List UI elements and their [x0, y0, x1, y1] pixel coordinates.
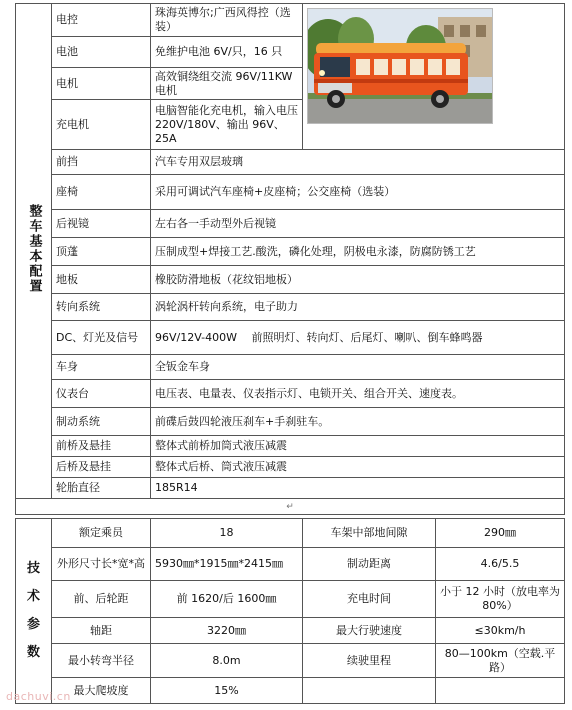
tech-value: 80—100km（空载.平路）	[436, 644, 565, 678]
config-table	[15, 3, 565, 515]
tech-title-char: 术	[26, 589, 40, 604]
row-label-mirrors: 后视镜	[52, 210, 151, 238]
row-value-ecu: 珠海英博尔;广西风得控（选装）	[151, 4, 303, 37]
config-row	[16, 210, 565, 238]
tech-row	[16, 644, 565, 678]
row-value-front-axle: 整体式前桥加筒式液压减震	[151, 436, 565, 457]
section-title: 整车基本配置	[26, 204, 42, 294]
row-value-tire: 185R14	[151, 478, 565, 499]
tech-label	[303, 678, 436, 704]
row-label-body: 车身	[52, 355, 151, 380]
tech-row	[16, 519, 565, 548]
tech-title-char: 参	[26, 617, 40, 632]
row-value-motor: 高效铜绕组交流 96V/11KW 电机	[151, 68, 303, 100]
row-label-battery: 电池	[52, 37, 151, 68]
row-value-roof: 压制成型+焊接工艺.酸洗，磷化处理，阴极电永漆，防腐防锈工艺	[151, 238, 565, 266]
row-label-windshield: 前挡	[52, 150, 151, 175]
row-value-mirrors: 左右各一手动型外后视镜	[151, 210, 565, 238]
tech-title	[16, 562, 51, 660]
row-value-body: 全钣金车身	[151, 355, 565, 380]
spacer-row	[16, 499, 565, 515]
tech-value: ≤30km/h	[436, 618, 565, 644]
bus-photo	[307, 8, 493, 124]
tech-title-cell	[16, 519, 52, 704]
tech-label: 轴距	[52, 618, 151, 644]
tech-value: 3220㎜	[151, 618, 303, 644]
config-row	[16, 436, 565, 457]
row-label-motor: 电机	[52, 68, 151, 100]
tech-label: 最大行驶速度	[303, 618, 436, 644]
tech-label: 前、后轮距	[52, 581, 151, 618]
row-label-front-axle: 前桥及悬挂	[52, 436, 151, 457]
row-label-dashboard: 仪表台	[52, 380, 151, 408]
row-value-dashboard: 电压表、电量表、仪表指示灯、电锁开关、组合开关、速度表。	[151, 380, 565, 408]
row-label-steering: 转向系统	[52, 294, 151, 321]
config-row	[16, 457, 565, 478]
tech-row	[16, 678, 565, 704]
tech-value: 15%	[151, 678, 303, 704]
row-value-floor: 橡胶防滑地板（花纹铝地板）	[151, 266, 565, 294]
row-label-roof: 顶蓬	[52, 238, 151, 266]
tech-value: 8.0m	[151, 644, 303, 678]
bus-photo-cell	[303, 4, 565, 150]
row-label-rear-axle: 后桥及悬挂	[52, 457, 151, 478]
row-label-ecu: 电控	[52, 4, 151, 37]
tech-value: 4.6/5.5	[436, 548, 565, 581]
config-row	[16, 266, 565, 294]
tech-table	[15, 518, 565, 704]
sightseeing-bus-image	[308, 9, 492, 123]
tech-value: 小于 12 小时（放电率为 80%）	[436, 581, 565, 618]
tech-label: 额定乘员	[52, 519, 151, 548]
tech-value	[436, 678, 565, 704]
tech-label: 最大爬坡度	[52, 678, 151, 704]
row-value-brakes: 前碟后鼓四轮液压刹车+手刹驻车。	[151, 408, 565, 436]
row-label-brakes: 制动系统	[52, 408, 151, 436]
tech-row	[16, 581, 565, 618]
row-value-charger: 电脑智能化充电机，输入电压 220V/180V、输出 96V、25A	[151, 100, 303, 150]
config-row	[16, 321, 565, 355]
row-value-battery: 免维护电池 6V/只，16 只	[151, 37, 303, 68]
config-row	[16, 150, 565, 175]
tech-row	[16, 548, 565, 581]
tech-label: 充电时间	[303, 581, 436, 618]
tech-title-char: 数	[26, 645, 40, 660]
config-row	[16, 238, 565, 266]
config-row	[16, 294, 565, 321]
tech-row	[16, 618, 565, 644]
row-label-tire: 轮胎直径	[52, 478, 151, 499]
tech-value: 18	[151, 519, 303, 548]
row-value-steering: 涡轮涡杆转向系统，电子助力	[151, 294, 565, 321]
row-label-floor: 地板	[52, 266, 151, 294]
config-row	[16, 175, 565, 210]
row-value-windshield: 汽车专用双层玻璃	[151, 150, 565, 175]
config-row	[16, 4, 565, 37]
row-label-lights: DC、灯光及信号	[52, 321, 151, 355]
config-row	[16, 478, 565, 499]
tech-label: 车架中部地间隙	[303, 519, 436, 548]
tech-label: 制动距离	[303, 548, 436, 581]
section-title-cell	[16, 4, 52, 499]
config-row	[16, 380, 565, 408]
tech-label: 外形尺寸长*宽*高	[52, 548, 151, 581]
tech-value: 前 1620/后 1600㎜	[151, 581, 303, 618]
config-row	[16, 408, 565, 436]
tech-value: 290㎜	[436, 519, 565, 548]
config-row	[16, 355, 565, 380]
row-value-rear-axle: 整体式后桥、筒式液压减震	[151, 457, 565, 478]
tech-value: 5930㎜*1915㎜*2415㎜	[151, 548, 303, 581]
tech-title-char: 技	[26, 561, 40, 576]
row-label-charger: 充电机	[52, 100, 151, 150]
watermark: dachuvi.cn	[6, 690, 71, 703]
tech-label: 最小转弯半径	[52, 644, 151, 678]
tech-label: 续驶里程	[303, 644, 436, 678]
row-label-seats: 座椅	[52, 175, 151, 210]
row-value-lights: 96V/12V-400W 前照明灯、转向灯、后尾灯、喇叭、倒车蜂鸣器	[151, 321, 565, 355]
row-value-seats: 采用可调试汽车座椅+皮座椅；公交座椅（选装）	[151, 175, 565, 210]
spacer-cell: ↵	[16, 499, 565, 515]
